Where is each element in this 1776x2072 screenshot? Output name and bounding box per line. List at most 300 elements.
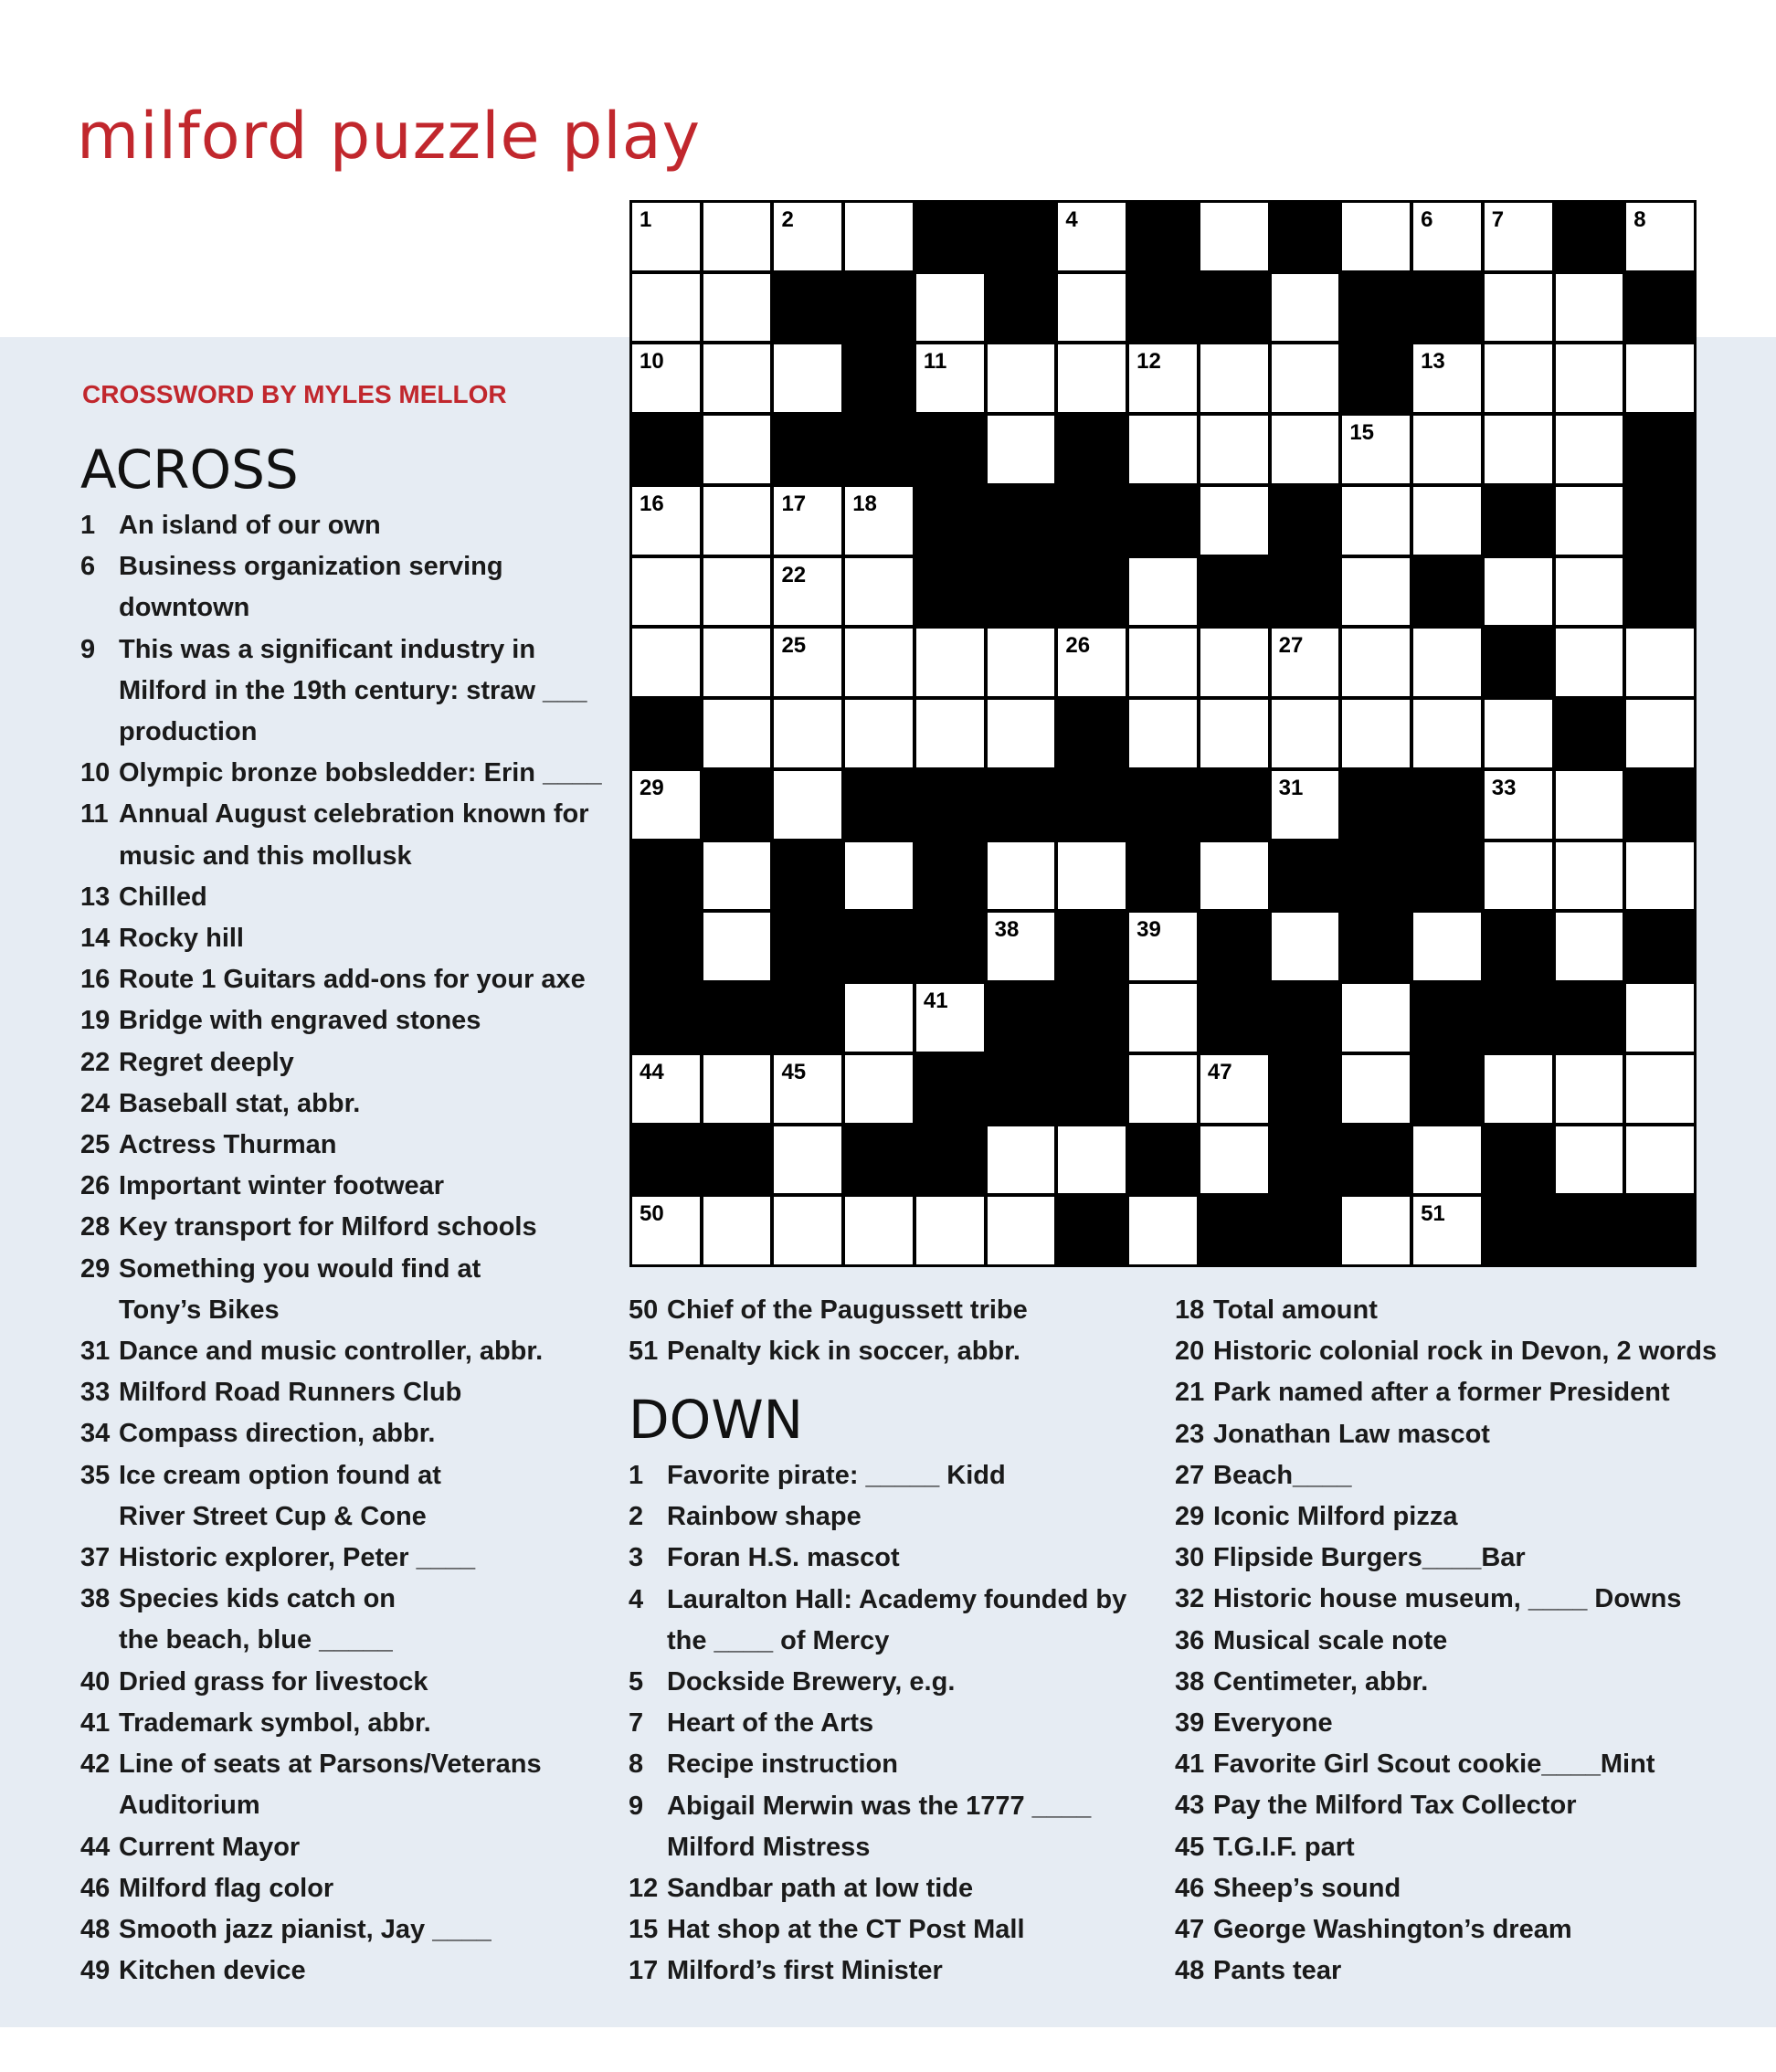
clue-line [1175, 1496, 1769, 1538]
clue-text: production [119, 717, 258, 747]
grid-cell-black [1341, 912, 1411, 981]
clue-number: 18 [1175, 1295, 1205, 1325]
grid-cell[interactable] [631, 557, 701, 627]
cell-number: 7 [1491, 207, 1505, 232]
grid-cell[interactable] [1271, 699, 1340, 768]
clue-text: Sheep’s sound [1213, 1873, 1401, 1903]
cell-number: 12 [1136, 349, 1161, 375]
grid-cell[interactable] [1341, 486, 1411, 555]
grid-cell[interactable] [1128, 557, 1198, 627]
grid-cell[interactable] [631, 486, 701, 555]
clue-text: the ____ of Mercy [667, 1625, 890, 1655]
grid-cell[interactable] [1412, 486, 1482, 555]
grid-cell[interactable] [1555, 344, 1624, 413]
grid-cell-black [1057, 1054, 1126, 1124]
clue-text: Milford Mistress [667, 1832, 871, 1862]
clue-number: 40 [80, 1666, 111, 1697]
grid-cell[interactable] [1200, 202, 1269, 271]
grid-cell-black [1128, 1126, 1198, 1195]
grid-cell[interactable] [1200, 415, 1269, 484]
grid-cell[interactable] [987, 912, 1056, 981]
down-clue-list-continued [1175, 1290, 1769, 1992]
cell-number: 11 [923, 349, 947, 375]
grid-cell[interactable] [1555, 273, 1624, 343]
grid-cell[interactable] [1341, 415, 1411, 484]
clue-line [80, 1538, 629, 1579]
grid-cell-black [1057, 415, 1126, 484]
cell-number: 34 [781, 846, 807, 872]
clue-line [629, 1331, 1140, 1372]
cell-number: 17 [781, 491, 807, 516]
grid-cell[interactable] [1625, 983, 1695, 1052]
cell-number: 39 [1136, 917, 1161, 943]
cell-number: 47 [1207, 1059, 1232, 1084]
grid-cell-black [773, 415, 842, 484]
grid-cell-black [703, 770, 772, 840]
clue-text: Dance and music controller, abbr. [119, 1337, 544, 1367]
grid-cell-black [1271, 1054, 1340, 1124]
grid-cell-black [1412, 841, 1482, 911]
clue-line [629, 1703, 1140, 1744]
clue-text: Musical scale note [1213, 1625, 1448, 1655]
clue-number: 1 [629, 1461, 644, 1490]
cell-number: 41 [923, 988, 948, 1014]
grid-cell[interactable] [1412, 1126, 1482, 1195]
clue-text: Milford in the 19th century: straw ___ [119, 675, 587, 705]
grid-cell[interactable] [703, 202, 772, 271]
grid-cell[interactable] [773, 1054, 842, 1124]
clue-line [80, 1372, 629, 1413]
clue-number: 35 [80, 1460, 111, 1490]
cell-number: 48 [1421, 1059, 1445, 1084]
grid-cell[interactable] [844, 841, 914, 911]
grid-cell[interactable] [1271, 415, 1340, 484]
clue-line [80, 1000, 629, 1041]
clue-line [80, 1042, 629, 1084]
clue-text: Everyone [1213, 1708, 1333, 1739]
grid-cell[interactable] [1555, 770, 1624, 840]
grid-cell[interactable] [1484, 202, 1553, 271]
cell-number: 22 [781, 562, 807, 587]
grid-cell[interactable] [1484, 770, 1553, 840]
cell-number: 44 [640, 1059, 664, 1084]
clue-text: Foran H.S. mascot [667, 1543, 900, 1573]
grid-cell-black [1555, 1196, 1624, 1265]
grid-cell[interactable] [703, 273, 772, 343]
cell-number: 15 [1349, 420, 1375, 446]
clue-text: Iconic Milford pizza [1213, 1502, 1458, 1532]
grid-cell[interactable] [1412, 202, 1482, 271]
grid-cell[interactable] [1271, 273, 1340, 343]
grid-cell[interactable] [1128, 699, 1198, 768]
clue-line [80, 877, 629, 918]
grid-cell[interactable] [1057, 1126, 1126, 1195]
grid-cell-black [844, 273, 914, 343]
grid-cell[interactable] [703, 841, 772, 911]
grid-cell[interactable] [1271, 770, 1340, 840]
grid-cell[interactable] [844, 486, 914, 555]
grid-cell[interactable] [1412, 344, 1482, 413]
clue-line [80, 505, 629, 546]
grid-cell[interactable] [1625, 1054, 1695, 1124]
grid-cell[interactable] [1484, 699, 1553, 768]
clue-line [80, 794, 629, 835]
grid-cell-black [1555, 699, 1624, 768]
grid-cell-black [1555, 983, 1624, 1052]
grid-cell[interactable] [631, 1196, 701, 1265]
grid-cell[interactable] [1200, 1054, 1269, 1124]
cell-number: 2 [781, 207, 794, 232]
grid-cell[interactable] [1484, 344, 1553, 413]
grid-cell[interactable] [1271, 628, 1340, 697]
clue-number: 38 [1175, 1666, 1205, 1697]
clue-number: 39 [1175, 1708, 1205, 1739]
grid-cell[interactable] [1341, 983, 1411, 1052]
grid-cell[interactable] [1484, 273, 1553, 343]
grid-cell[interactable] [1128, 344, 1198, 413]
cell-number: 38 [994, 917, 1020, 943]
clue-line [629, 1290, 1140, 1331]
grid-cell-black [1057, 1196, 1126, 1265]
clue-text: Regret deeply [119, 1047, 294, 1077]
clue-text: Dried grass for livestock [119, 1666, 428, 1697]
grid-cell[interactable] [631, 770, 701, 840]
clue-text: Compass direction, abbr. [119, 1419, 436, 1449]
clue-text: Chilled [119, 882, 207, 912]
grid-cell[interactable] [1555, 415, 1624, 484]
cell-number: 36 [1421, 846, 1445, 872]
clue-line [1175, 1662, 1769, 1703]
grid-cell[interactable] [844, 202, 914, 271]
grid-cell[interactable] [1128, 415, 1198, 484]
grid-cell[interactable] [915, 983, 985, 1052]
grid-cell-black [1625, 770, 1695, 840]
grid-cell[interactable] [987, 1196, 1056, 1265]
clue-text: Key transport for Milford schools [119, 1212, 537, 1242]
clue-line [80, 1166, 629, 1207]
clue-line [80, 1909, 629, 1950]
clue-number: 29 [80, 1253, 111, 1284]
grid-cell[interactable] [631, 344, 701, 413]
grid-cell[interactable] [844, 628, 914, 697]
grid-cell[interactable] [1625, 699, 1695, 768]
grid-cell[interactable] [987, 415, 1056, 484]
grid-cell[interactable] [773, 628, 842, 697]
grid-cell-black [1341, 841, 1411, 911]
clue-line [80, 1744, 629, 1785]
grid-cell[interactable] [1271, 344, 1340, 413]
cell-number: 28 [1491, 633, 1517, 659]
clue-number: 50 [629, 1295, 659, 1325]
grid-cell[interactable] [987, 1126, 1056, 1195]
grid-cell-black [1128, 841, 1198, 911]
cell-number: 27 [1278, 633, 1304, 659]
grid-cell[interactable] [1057, 273, 1126, 343]
clue-number: 3 [629, 1543, 644, 1573]
grid-cell-black [987, 770, 1056, 840]
grid-cell-black [631, 1126, 701, 1195]
cell-number: 13 [1421, 349, 1445, 375]
grid-cell[interactable] [1412, 628, 1482, 697]
clue-line [629, 1496, 1140, 1538]
grid-cell[interactable] [703, 486, 772, 555]
grid-cell[interactable] [1484, 557, 1553, 627]
clue-number: 27 [1175, 1460, 1205, 1490]
grid-cell[interactable] [1555, 486, 1624, 555]
grid-cell[interactable] [1200, 699, 1269, 768]
clue-line [629, 1662, 1140, 1703]
clue-text: Flipside Burgers____Bar [1213, 1543, 1526, 1573]
grid-cell[interactable] [1341, 699, 1411, 768]
clue-number: 48 [80, 1914, 111, 1944]
grid-cell[interactable] [1484, 415, 1553, 484]
grid-cell[interactable] [1412, 912, 1482, 981]
grid-cell[interactable] [773, 699, 842, 768]
grid-cell[interactable] [773, 202, 842, 271]
grid-cell[interactable] [1412, 699, 1482, 768]
clue-line [629, 1621, 1140, 1662]
clue-line [80, 671, 629, 712]
cell-number: 19 [994, 491, 1020, 516]
clue-line [80, 918, 629, 959]
grid-cell-black [1200, 273, 1269, 343]
clue-text: Lauralton Hall: Academy founded by [667, 1584, 1127, 1614]
clue-number: 15 [629, 1915, 659, 1945]
grid-cell[interactable] [1555, 1126, 1624, 1195]
clue-number: 36 [1175, 1625, 1205, 1655]
clue-text: Jonathan Law mascot [1213, 1419, 1490, 1449]
grid-cell[interactable] [987, 699, 1056, 768]
clue-number: 46 [80, 1873, 111, 1903]
cell-number: 45 [781, 1059, 807, 1084]
clue-line [80, 587, 629, 629]
grid-cell[interactable] [1625, 344, 1695, 413]
grid-cell[interactable] [844, 557, 914, 627]
grid-cell[interactable] [1341, 202, 1411, 271]
grid-cell[interactable] [915, 1196, 985, 1265]
grid-cell[interactable] [773, 1196, 842, 1265]
grid-cell-black [1128, 273, 1198, 343]
clue-line [1175, 1744, 1769, 1785]
grid-cell-black [1484, 486, 1553, 555]
clue-line [80, 1662, 629, 1703]
clue-number: 49 [80, 1956, 111, 1986]
grid-cell[interactable] [1128, 1196, 1198, 1265]
clue-text: Centimeter, abbr. [1213, 1666, 1429, 1697]
grid-cell[interactable] [987, 344, 1056, 413]
clue-number: 41 [1175, 1750, 1205, 1780]
grid-cell[interactable] [1555, 841, 1624, 911]
clue-text: Rainbow shape [667, 1502, 862, 1532]
grid-cell[interactable] [631, 273, 701, 343]
cell-number: 46 [1065, 1059, 1091, 1084]
clue-number: 19 [80, 1006, 111, 1036]
grid-cell[interactable] [1057, 202, 1126, 271]
grid-cell[interactable] [1057, 841, 1126, 911]
grid-cell[interactable] [1341, 628, 1411, 697]
grid-cell-black [987, 273, 1056, 343]
grid-cell-black [1200, 983, 1269, 1052]
cell-number: 1 [640, 207, 652, 232]
grid-cell-black [1341, 273, 1411, 343]
grid-cell-black [1625, 1196, 1695, 1265]
cell-number: 4 [1065, 207, 1078, 232]
clue-line [629, 1744, 1140, 1785]
grid-cell[interactable] [1412, 1196, 1482, 1265]
grid-cell[interactable] [1625, 628, 1695, 697]
cell-number: 10 [640, 349, 664, 375]
grid-cell[interactable] [915, 628, 985, 697]
clue-text: Auditorium [119, 1791, 260, 1821]
grid-cell[interactable] [1128, 983, 1198, 1052]
grid-cell[interactable] [1625, 202, 1695, 271]
clue-text: Historic house museum, ____ Downs [1213, 1584, 1682, 1614]
grid-cell-black [1200, 557, 1269, 627]
grid-cell[interactable] [1625, 1126, 1695, 1195]
grid-cell[interactable] [1057, 344, 1126, 413]
clue-line [1175, 1868, 1769, 1909]
grid-cell[interactable] [773, 486, 842, 555]
clue-text: Rocky hill [119, 924, 244, 954]
grid-cell[interactable] [1200, 344, 1269, 413]
grid-cell[interactable] [1484, 1054, 1553, 1124]
clue-text: Kitchen device [119, 1956, 306, 1986]
grid-cell[interactable] [1200, 1126, 1269, 1195]
grid-cell[interactable] [703, 912, 772, 981]
grid-cell-black [1412, 1054, 1482, 1124]
clue-line [80, 1413, 629, 1454]
clue-line [629, 1786, 1140, 1827]
clue-text: Olympic bronze bobsledder: Erin ____ [119, 758, 602, 788]
clue-text: An island of our own [119, 511, 381, 540]
clue-line [80, 1620, 629, 1661]
grid-cell[interactable] [1200, 486, 1269, 555]
grid-cell[interactable] [773, 344, 842, 413]
clue-text: Beach____ [1213, 1460, 1352, 1490]
grid-cell-black [1625, 912, 1695, 981]
grid-cell-black [1625, 415, 1695, 484]
clue-line [80, 836, 629, 877]
grid-cell[interactable] [844, 983, 914, 1052]
grid-cell[interactable] [1341, 1054, 1411, 1124]
grid-cell[interactable] [844, 699, 914, 768]
grid-cell-black [1271, 202, 1340, 271]
grid-cell[interactable] [703, 415, 772, 484]
grid-cell[interactable] [703, 1054, 772, 1124]
cell-number: 43 [1562, 988, 1588, 1014]
grid-cell-black [915, 770, 985, 840]
grid-cell[interactable] [844, 1054, 914, 1124]
grid-cell[interactable] [915, 699, 985, 768]
cell-number: 50 [640, 1201, 664, 1227]
grid-cell[interactable] [703, 1196, 772, 1265]
grid-cell[interactable] [703, 628, 772, 697]
grid-cell[interactable] [915, 344, 985, 413]
grid-cell[interactable] [703, 344, 772, 413]
grid-cell[interactable] [1412, 415, 1482, 484]
grid-cell-black [915, 486, 985, 555]
grid-cell[interactable] [703, 699, 772, 768]
grid-cell[interactable] [1271, 912, 1340, 981]
grid-cell[interactable] [773, 557, 842, 627]
grid-cell-black [1200, 912, 1269, 981]
grid-cell[interactable] [631, 628, 701, 697]
grid-cell-black [1271, 486, 1340, 555]
grid-cell[interactable] [1625, 841, 1695, 911]
grid-cell[interactable] [1128, 912, 1198, 981]
grid-cell[interactable] [1555, 557, 1624, 627]
grid-cell[interactable] [1555, 1054, 1624, 1124]
grid-cell[interactable] [773, 770, 842, 840]
grid-cell[interactable] [703, 557, 772, 627]
clue-line [80, 1249, 629, 1290]
grid-cell[interactable] [631, 1054, 701, 1124]
clue-text: Pay the Milford Tax Collector [1213, 1791, 1577, 1821]
clue-text: Abigail Merwin was the 1777 ____ [667, 1791, 1092, 1821]
grid-cell[interactable] [1341, 1196, 1411, 1265]
clue-text: downtown [119, 593, 250, 623]
clue-text: Tony’s Bikes [119, 1295, 280, 1325]
cell-number: 32 [1349, 775, 1375, 800]
clue-number: 26 [80, 1171, 111, 1201]
clue-text: This was a significant industry in [119, 634, 536, 664]
clue-text: Actress Thurman [119, 1130, 337, 1160]
grid-cell-black [1128, 202, 1198, 271]
grid-cell[interactable] [915, 273, 985, 343]
clue-line [1175, 1290, 1769, 1331]
grid-cell-black [987, 1054, 1056, 1124]
cell-number: 35 [1278, 846, 1304, 872]
grid-cell[interactable] [1200, 841, 1269, 911]
grid-cell-black [1484, 983, 1553, 1052]
page-title: milford puzzle play [77, 99, 702, 174]
clue-text: Annual August celebration known for [119, 799, 589, 830]
clue-line [629, 1909, 1140, 1950]
grid-cell[interactable] [987, 628, 1056, 697]
grid-cell[interactable] [1484, 841, 1553, 911]
cell-number: 51 [1421, 1201, 1445, 1227]
clue-number: 29 [1175, 1502, 1205, 1532]
clue-number: 48 [1175, 1956, 1205, 1986]
grid-cell[interactable] [987, 841, 1056, 911]
across-clue-list [80, 505, 629, 1992]
grid-cell[interactable] [1200, 628, 1269, 697]
cell-number: 49 [1349, 1130, 1375, 1156]
grid-cell-black [1057, 699, 1126, 768]
grid-cell-black [1341, 770, 1411, 840]
clue-line [80, 753, 629, 794]
clue-text: Heart of the Arts [667, 1708, 874, 1739]
grid-cell[interactable] [1341, 557, 1411, 627]
grid-cell[interactable] [844, 1196, 914, 1265]
clue-number: 21 [1175, 1378, 1205, 1408]
grid-cell[interactable] [1057, 628, 1126, 697]
grid-cell[interactable] [773, 1126, 842, 1195]
grid-cell[interactable] [1555, 912, 1624, 981]
clue-number: 9 [80, 634, 96, 664]
clue-text: Trademark symbol, abbr. [119, 1707, 431, 1738]
grid-cell[interactable] [631, 202, 701, 271]
cell-number: 25 [781, 633, 807, 659]
grid-cell-black [631, 983, 701, 1052]
grid-cell[interactable] [1555, 628, 1624, 697]
grid-cell[interactable] [1128, 628, 1198, 697]
clue-line [629, 1455, 1140, 1496]
cell-number: 33 [1491, 775, 1517, 800]
grid-cell[interactable] [1128, 1054, 1198, 1124]
clue-number: 45 [1175, 1832, 1205, 1862]
clue-text: Milford Road Runners Club [119, 1378, 462, 1408]
